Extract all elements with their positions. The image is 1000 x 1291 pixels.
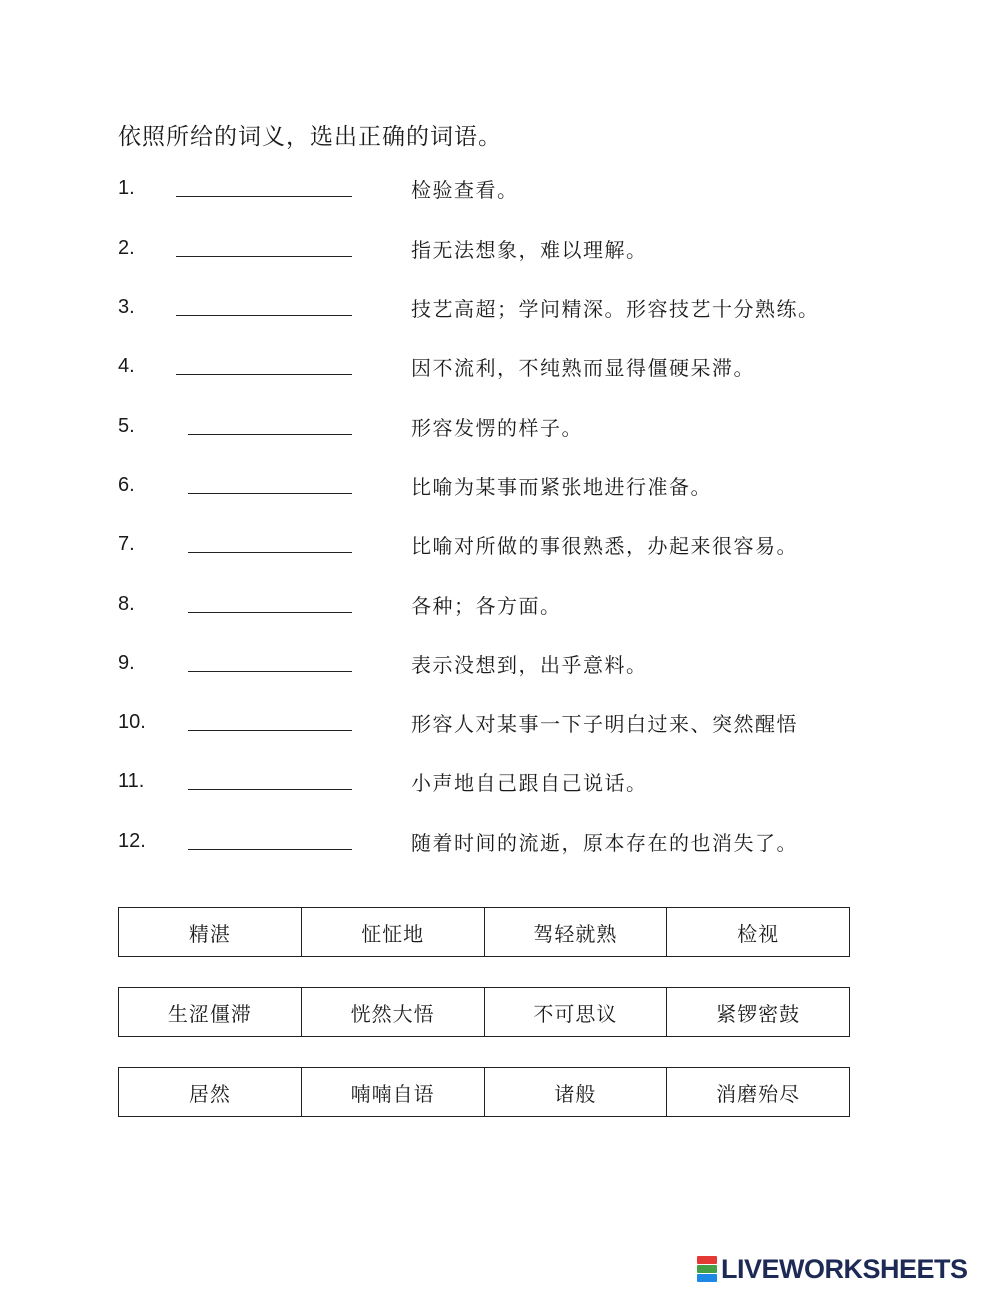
answer-blank-1[interactable] [176, 196, 352, 197]
word-bank-item[interactable]: 恍然大悟 [301, 988, 484, 1037]
question-row [0, 703, 1000, 743]
question-number: 7. [118, 533, 135, 555]
question-definition: 小声地自己跟自己说话。 [411, 771, 648, 795]
word-bank-item[interactable]: 紧锣密鼓 [667, 988, 850, 1037]
word-bank-table [118, 1067, 850, 1117]
question-row [0, 525, 1000, 565]
question-number: 6. [118, 474, 135, 496]
question-number: 2. [118, 237, 135, 259]
answer-blank-12[interactable] [188, 849, 352, 850]
answer-blank-8[interactable] [188, 612, 352, 613]
liveworksheets-logo-icon [697, 1256, 717, 1282]
question-definition: 各种；各方面。 [411, 594, 562, 618]
question-definition: 比喻对所做的事很熟悉，办起来很容易。 [411, 534, 798, 558]
word-bank-item[interactable]: 驾轻就熟 [484, 908, 667, 957]
question-row [0, 822, 1000, 862]
word-bank-item[interactable]: 消磨殆尽 [667, 1068, 850, 1117]
question-definition: 检验查看。 [411, 178, 519, 202]
question-definition: 随着时间的流逝，原本存在的也消失了。 [411, 831, 798, 855]
word-bank-item[interactable]: 精湛 [119, 908, 302, 957]
question-number: 5. [118, 415, 135, 437]
question-row [0, 407, 1000, 447]
word-bank-item[interactable]: 喃喃自语 [301, 1068, 484, 1117]
question-number: 9. [118, 652, 135, 674]
word-bank-table [118, 987, 850, 1037]
question-definition: 表示没想到，出乎意料。 [411, 653, 648, 677]
question-number: 3. [118, 296, 135, 318]
word-bank-item[interactable]: 怔怔地 [301, 908, 484, 957]
question-definition: 技艺高超；学问精深。形容技艺十分熟练。 [411, 297, 820, 321]
answer-blank-11[interactable] [188, 789, 352, 790]
word-bank-table [118, 907, 850, 957]
question-definition: 指无法想象，难以理解。 [411, 238, 648, 262]
question-row [0, 585, 1000, 625]
question-row [0, 347, 1000, 387]
question-row [0, 466, 1000, 506]
answer-blank-4[interactable] [176, 374, 352, 375]
question-definition: 比喻为某事而紧张地进行准备。 [411, 475, 712, 499]
answer-blank-7[interactable] [188, 552, 352, 553]
word-bank-item[interactable]: 诸般 [484, 1068, 667, 1117]
question-definition: 因不流利，不纯熟而显得僵硬呆滞。 [411, 356, 755, 380]
question-number: 4. [118, 355, 135, 377]
answer-blank-10[interactable] [188, 730, 352, 731]
word-bank-item[interactable]: 不可思议 [484, 988, 667, 1037]
answer-blank-6[interactable] [188, 493, 352, 494]
question-number: 1. [118, 177, 135, 199]
question-row [0, 288, 1000, 328]
word-bank-item[interactable]: 检视 [667, 908, 850, 957]
question-number: 12. [118, 830, 146, 852]
answer-blank-9[interactable] [188, 671, 352, 672]
liveworksheets-logo[interactable] [697, 1254, 968, 1284]
question-definition: 形容发愣的样子。 [411, 416, 583, 440]
word-bank-item[interactable]: 居然 [119, 1068, 302, 1117]
question-row [0, 644, 1000, 684]
question-number: 8. [118, 593, 135, 615]
question-row [0, 229, 1000, 269]
question-definition: 形容人对某事一下子明白过来、突然醒悟 [411, 712, 798, 736]
answer-blank-3[interactable] [176, 315, 352, 316]
logo-text: LIVEWORKSHEETS [721, 1253, 968, 1284]
answer-blank-5[interactable] [188, 434, 352, 435]
question-number: 11. [118, 770, 145, 792]
instruction-text: 依照所给的词义，选出正确的词语。 [118, 124, 502, 150]
answer-blank-2[interactable] [176, 256, 352, 257]
word-bank-item[interactable]: 生涩僵滞 [119, 988, 302, 1037]
question-number: 10. [118, 711, 146, 733]
question-row [0, 169, 1000, 209]
question-row [0, 762, 1000, 802]
